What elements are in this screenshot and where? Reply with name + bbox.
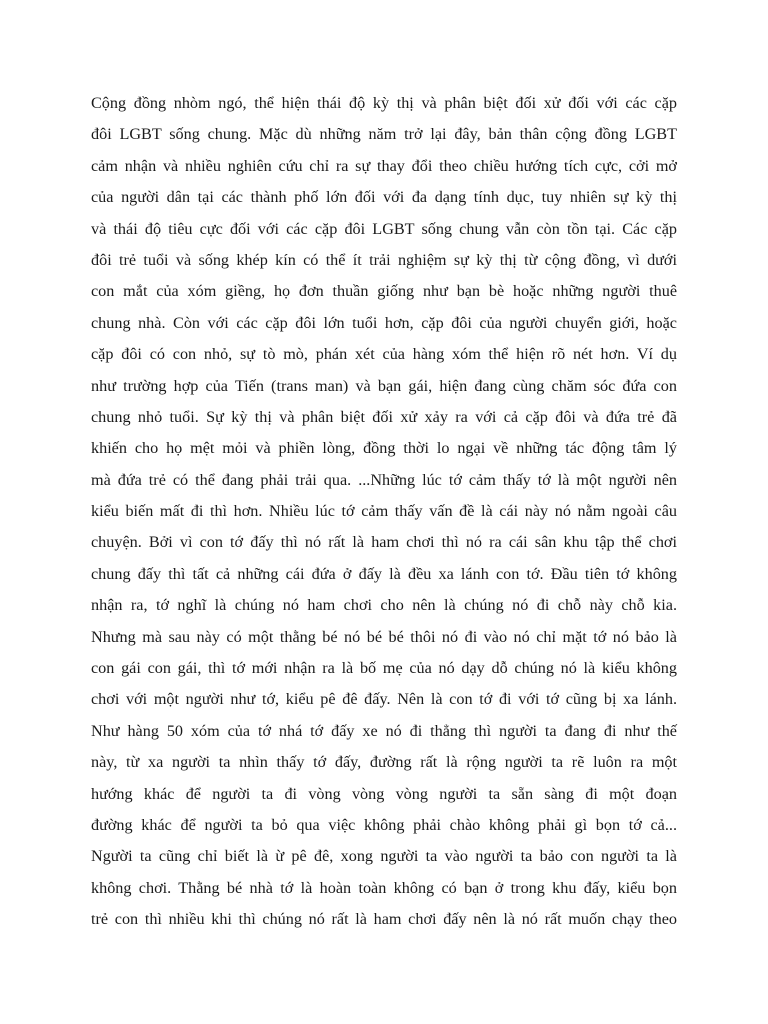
text-line: kiểu biến mất đi thì hơn. Nhiều lúc tớ cảm thấy vấn đề là cái này nó nằm ngoài câu <box>91 502 677 521</box>
text-line: hướng khác để người ta đi vòng vòng vòng người ta sẵn sàng đi một đoạn <box>91 784 677 803</box>
text-line: chơi với một người như tớ, kiểu pê đê đấy. Nên là con tớ đi với tớ cũng bị xa lánh. <box>91 690 677 709</box>
text-line: của người dân tại các thành phố lớn đối với đa dạng tính dục, tuy nhiên sự kỳ thị <box>91 188 677 207</box>
text-line: không chơi. Thằng bé nhà tớ là hoàn toàn không có bạn ở trong khu đấy, kiểu bọn <box>91 878 677 897</box>
text-line: đường khác để người ta bỏ qua việc không phải chào không phải gì bọn tớ cả... <box>91 815 677 834</box>
text-line: con gái con gái, thì tớ mới nhận ra là bố mẹ của nó dạy dỗ chúng nó là kiểu không <box>91 659 677 678</box>
text-line: chuyện. Bởi vì con tớ đấy thì nó rất là ham chơi thì nó ra cái sân khu tập thể chơi <box>91 533 677 552</box>
text-line: chung nhỏ tuổi. Sự kỳ thị và phân biệt đối xử xảy ra với cả cặp đôi và đứa trẻ đã <box>91 407 677 426</box>
text-line: con mắt của xóm giềng, họ đơn thuần giống như bạn bè hoặc những người thuê <box>91 282 677 301</box>
text-line: Như hàng 50 xóm của tớ nhá tớ đấy xe nó đi thẳng thì người ta đang đi như thế <box>91 721 677 740</box>
text-line: mà đứa trẻ có thể đang phải trải qua. ...Những lúc tớ cảm thấy tớ là một người nên <box>91 470 677 489</box>
body-paragraph <box>91 88 677 936</box>
text-line: đôi trẻ tuổi và sống khép kín có thể ít trải nghiệm sự kỳ thị từ cộng đồng, vì dưới <box>91 250 677 269</box>
text-line: chung đấy thì tất cả những cái đứa ở đấy là đều xa lánh con tớ. Đầu tiên tớ không <box>91 564 677 583</box>
text-line: Người ta cũng chỉ biết là ừ pê đê, xong người ta vào người ta bảo con người ta là <box>91 847 677 866</box>
text-line: và thái độ tiêu cực đối với các cặp đôi LGBT sống chung vẫn còn tồn tại. Các cặp <box>91 219 677 238</box>
text-line: khiến cho họ mệt mỏi và phiền lòng, đồng thời lo ngại về những tác động tâm lý <box>91 439 677 458</box>
text-line: này, từ xa người ta nhìn thấy tớ đấy, đường rất là rộng người ta rẽ luôn ra một <box>91 753 677 772</box>
text-line: như trường hợp của Tiến (trans man) và bạn gái, hiện đang cùng chăm sóc đứa con <box>91 376 677 395</box>
text-line: chung nhà. Còn với các cặp đôi lớn tuổi hơn, cặp đôi của người chuyển giới, hoặc <box>91 313 677 332</box>
text-line: Nhưng mà sau này có một thằng bé nó bé bé thôi nó đi vào nó chỉ mặt tớ nó bảo là <box>91 627 677 646</box>
text-line: trẻ con thì nhiều khi thì chúng nó rất là ham chơi đấy nên là nó rất muốn chạy theo <box>91 910 677 929</box>
text-line: Cộng đồng nhòm ngó, thể hiện thái độ kỳ thị và phân biệt đối xử đối với các cặp <box>91 94 677 112</box>
text-line: đôi LGBT sống chung. Mặc dù những năm trở lại đây, bản thân cộng đồng LGBT <box>91 125 677 144</box>
text-line: nhận ra, tớ nghĩ là chúng nó ham chơi cho nên là chúng nó đi chỗ này chỗ kia. <box>91 596 677 615</box>
text-line: cảm nhận và nhiều nghiên cứu chỉ ra sự thay đổi theo chiều hướng tích cực, cởi mở <box>91 156 677 175</box>
text-line: cặp đôi có con nhỏ, sự tò mò, phán xét của hàng xóm thể hiện rõ nét hơn. Ví dụ <box>91 345 677 364</box>
